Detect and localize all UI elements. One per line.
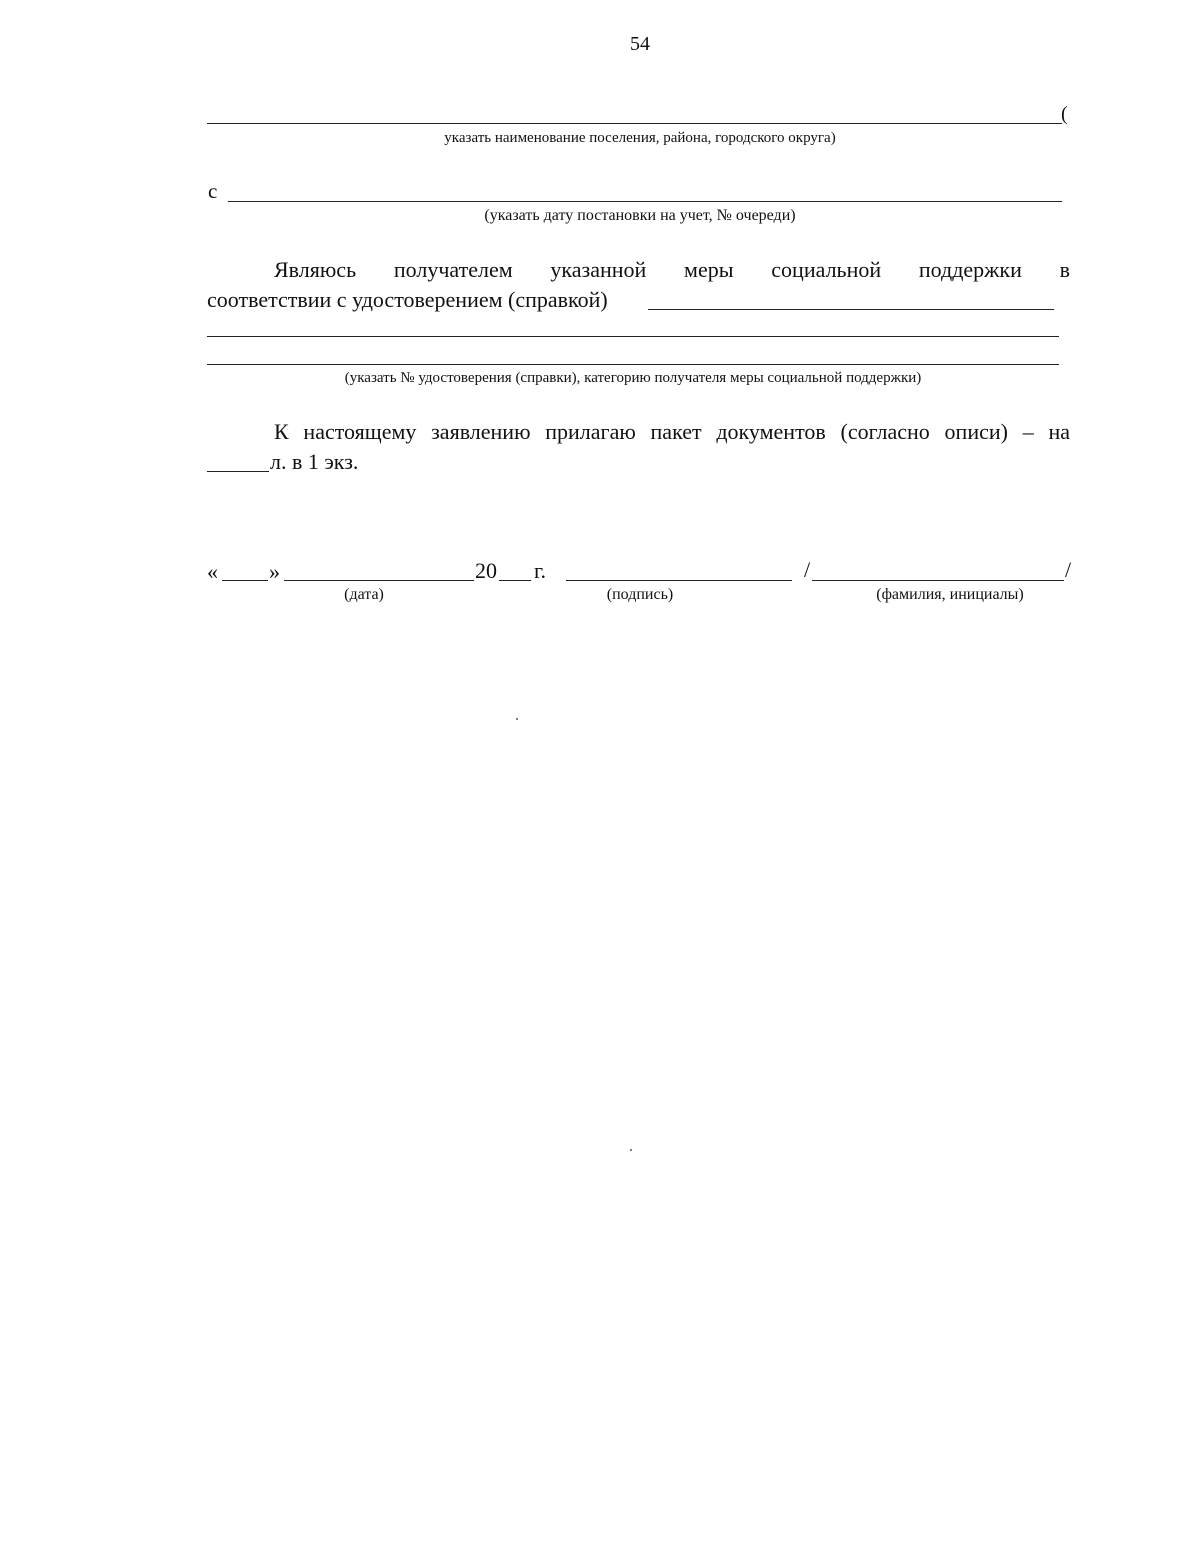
certificate-field[interactable] [648, 309, 1054, 310]
year-prefix: 20 [475, 558, 497, 583]
signature-field[interactable] [566, 580, 792, 581]
sheet-count-field[interactable] [207, 471, 269, 472]
name-slash-right: / [1065, 557, 1072, 582]
open-paren: ( [1061, 103, 1068, 125]
attachments-statement-line2: л. в 1 экз. [270, 449, 359, 474]
recipient-statement-line1: Являюсь получателем указанной меры социальной поддержки в [274, 257, 1070, 282]
registration-date-caption: (указать дату постановки на учет, № очереди) [484, 207, 796, 224]
certificate-field-line3[interactable] [207, 364, 1059, 365]
settlement-name-field[interactable] [207, 123, 1062, 124]
year-suffix: г. [534, 558, 547, 583]
date-open-quote: « [207, 559, 218, 584]
date-prefix: с [208, 179, 218, 203]
name-field[interactable] [812, 580, 1064, 581]
certificate-caption: (указать № удостоверения (справки), категорию получателя меры социальной поддержки) [344, 370, 922, 386]
year-field[interactable] [499, 580, 531, 581]
settlement-name-caption: указать наименование поселения, района, городского округа) [444, 130, 836, 146]
month-field[interactable] [284, 580, 474, 581]
registration-date-field[interactable] [228, 201, 1062, 202]
date-caption: (дата) [344, 586, 384, 603]
day-field[interactable] [222, 580, 268, 581]
name-caption: (фамилия, инициалы) [876, 586, 1024, 603]
date-close-quote: » [269, 559, 280, 584]
attachments-statement-line1: К настоящему заявлению прилагаю пакет документов (согласно описи) – на [274, 419, 1070, 444]
scan-speck [630, 1149, 632, 1151]
certificate-field-line2[interactable] [207, 336, 1059, 337]
name-slash-left: / [804, 557, 811, 582]
page-number: 54 [630, 33, 650, 55]
recipient-statement-line2: соответствии с удостоверением (справкой) [207, 287, 608, 312]
signature-caption: (подпись) [606, 586, 674, 603]
scan-speck [516, 718, 518, 720]
